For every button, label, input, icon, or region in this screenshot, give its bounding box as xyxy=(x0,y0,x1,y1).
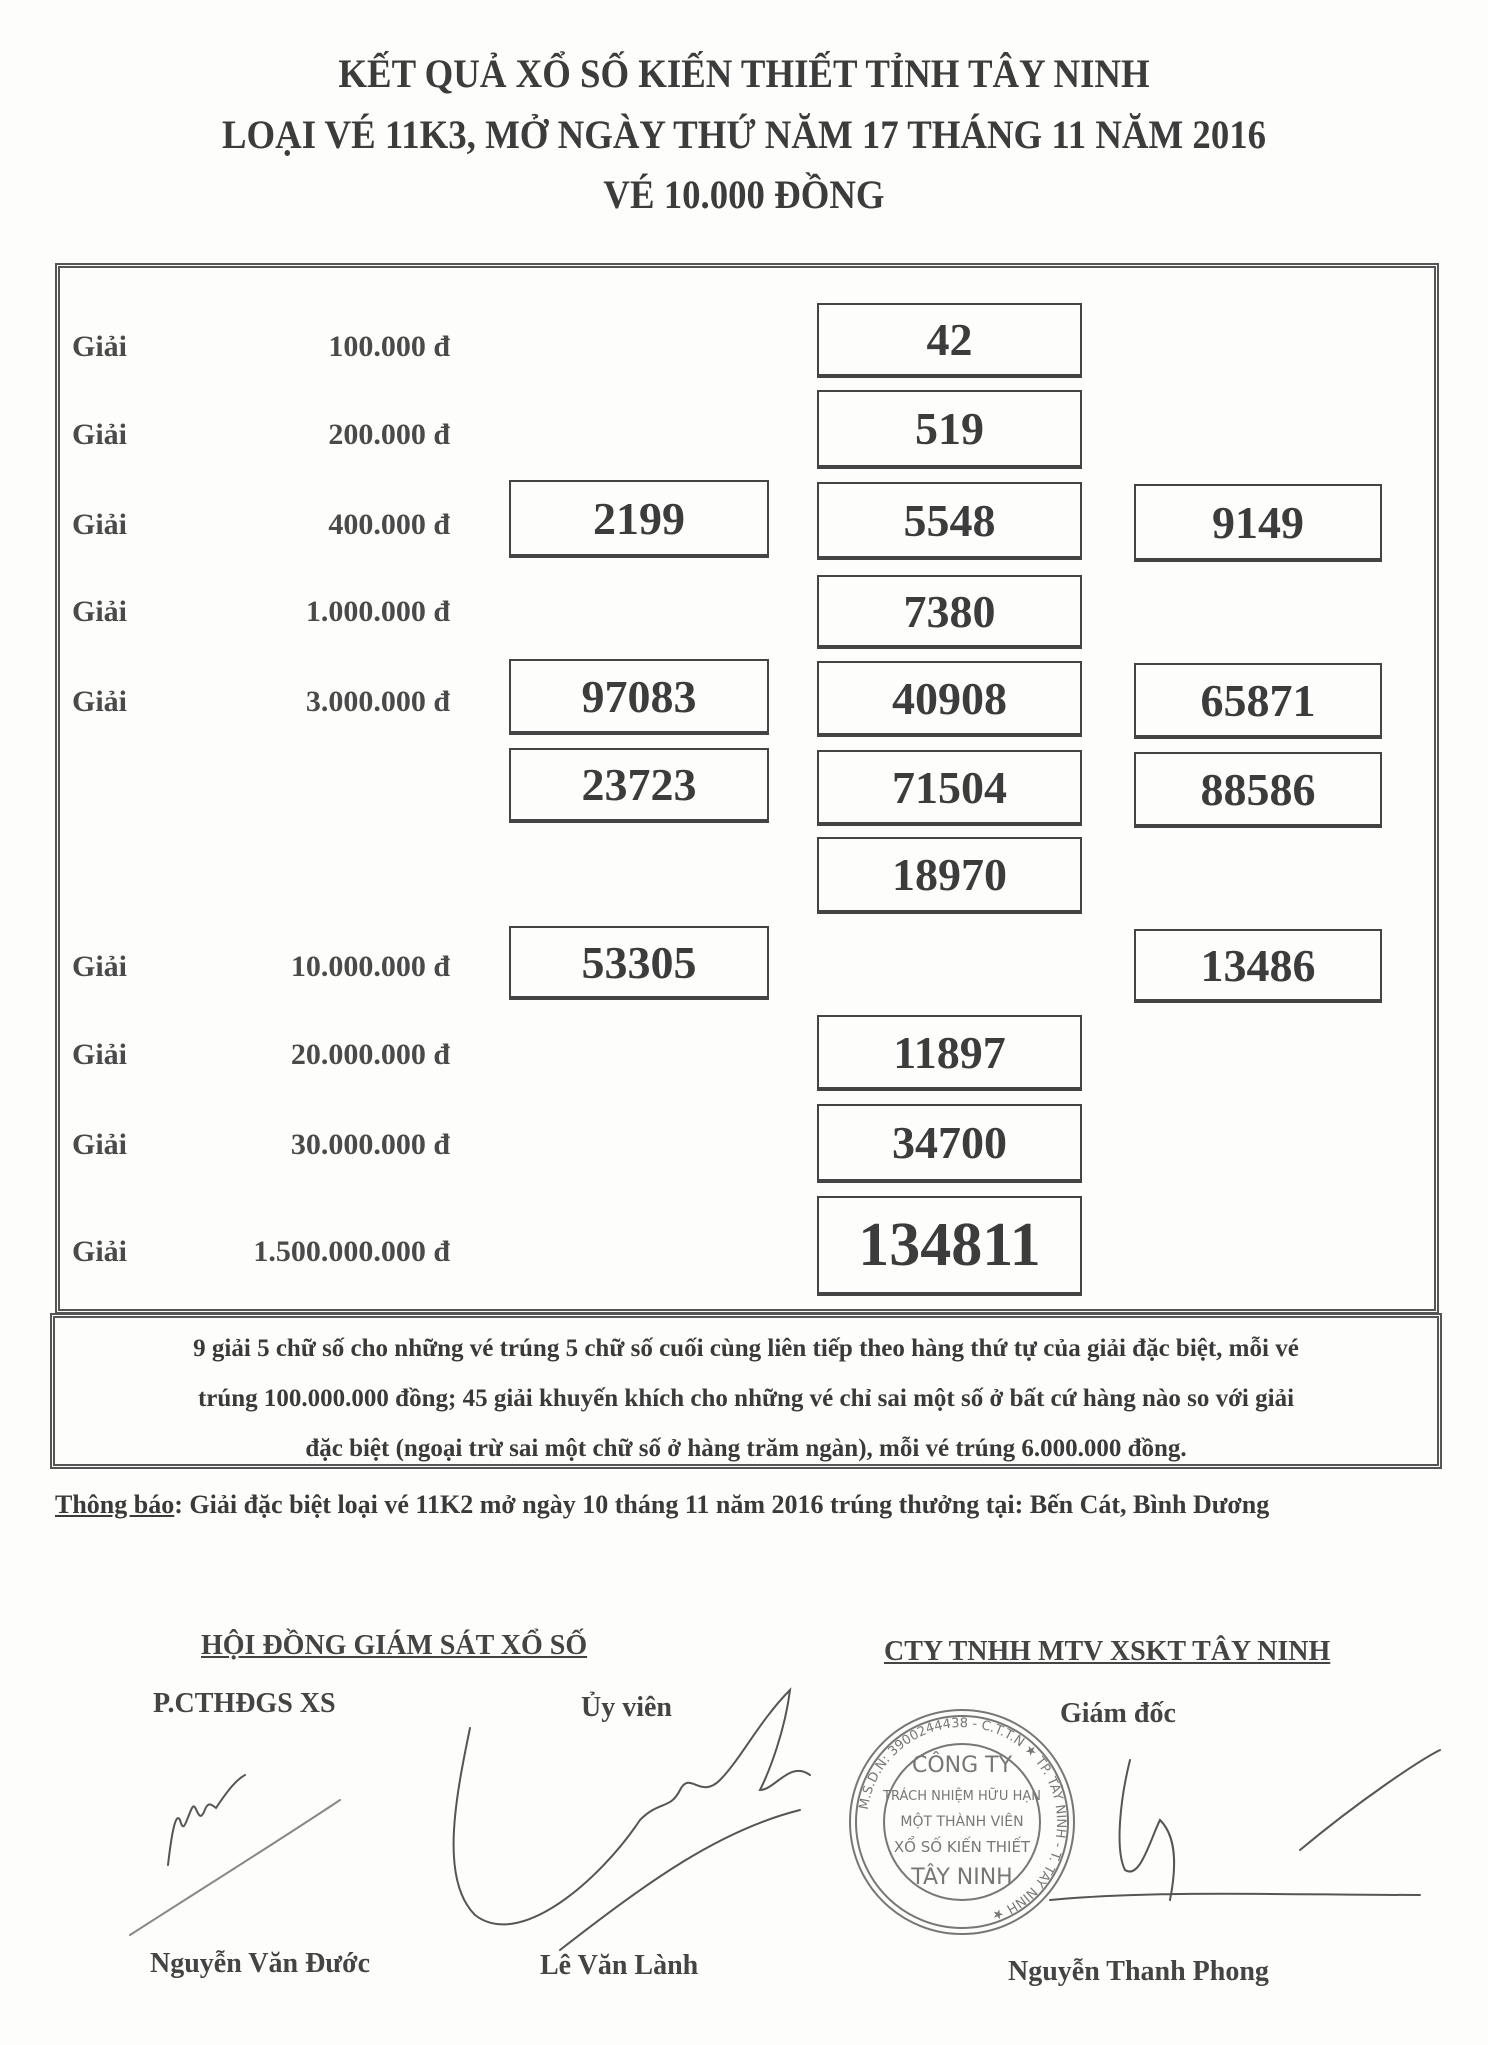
role-member: Ủy viên xyxy=(581,1692,672,1723)
prize-label: Giải xyxy=(72,950,128,983)
winning-number-100k: 42 xyxy=(817,303,1082,378)
winning-number-3m: 88586 xyxy=(1134,752,1382,828)
winning-number-30m: 34700 xyxy=(817,1104,1082,1183)
stamp-line1: CÔNG TY xyxy=(911,1753,1013,1778)
stamp-outer-text: M.S.D.N: 3900244438 - C.T.T.N ★ TP. TÂY NINH - T. TÂY NINH ★ xyxy=(856,1715,1069,1923)
stamp-line2: TRÁCH NHIỆM HỮU HẠN xyxy=(883,1789,1041,1804)
prize-amount: 1.500.000.000 đ xyxy=(253,1235,450,1268)
notes-line: 9 giải 5 chữ số cho những vé trúng 5 chữ số cuối cùng liên tiếp theo hàng thứ tự của giải đặc biệt, mỗi vé xyxy=(193,1335,1299,1362)
winning-number-400k: 2199 xyxy=(509,480,769,558)
prize-label: Giải xyxy=(72,1038,128,1071)
stamp-line3: MỘT THÀNH VIÊN xyxy=(900,1814,1024,1830)
prize-label: Giải xyxy=(72,595,128,628)
stamp-line4: XỔ SỐ KIẾN THIẾT xyxy=(893,1838,1031,1856)
winning-number-200k: 519 xyxy=(817,390,1082,469)
winning-number-3m: 97083 xyxy=(509,659,769,735)
prize-amount: 100.000 đ xyxy=(328,330,450,363)
council-heading: HỘI ĐỒNG GIÁM SÁT XỔ SỐ xyxy=(201,1630,588,1661)
signature-1 xyxy=(168,1775,245,1865)
document-title-line2: LOẠI VÉ 11K3, MỞ NGÀY THỨ NĂM 17 THÁNG 11 NĂM 2016 xyxy=(221,112,1267,157)
prize-label: Giải xyxy=(72,685,128,718)
signature-1-underline xyxy=(130,1800,340,1935)
winning-number-10m: 13486 xyxy=(1134,929,1382,1003)
signature-3-stroke xyxy=(1300,1750,1440,1850)
signature-3 xyxy=(1050,1760,1420,1900)
prize-label: Giải xyxy=(72,1128,128,1161)
winning-number-20m: 11897 xyxy=(817,1015,1082,1091)
signature-2 xyxy=(454,1690,810,1924)
winning-number-400k: 9149 xyxy=(1134,484,1382,562)
signer-name-3: Nguyễn Thanh Phong xyxy=(1008,1956,1269,1987)
prize-amount: 10.000.000 đ xyxy=(290,950,450,983)
winning-number-3m: 23723 xyxy=(509,748,769,823)
stamp-line5: TÂY NINH xyxy=(911,1865,1013,1890)
prize-label: Giải xyxy=(72,418,128,451)
notice-text: : Giải đặc biệt loại vé 11K2 mở ngày 10 tháng 11 năm 2016 trúng thưởng tại: Bến Cát, Bình Dương xyxy=(174,1490,1270,1519)
notes-line: đặc biệt (ngoại trừ sai một chữ số ở hàng trăm ngàn), mỗi vé trúng 6.000.000 đồng. xyxy=(305,1435,1187,1462)
signer-name-2: Lê Văn Lành xyxy=(540,1950,699,1981)
prize-amount: 200.000 đ xyxy=(328,418,450,451)
prize-label: Giải xyxy=(72,330,128,363)
notice-label: Thông báo xyxy=(55,1490,175,1519)
winning-number-3m: 18970 xyxy=(817,837,1082,914)
prize-amount: 30.000.000 đ xyxy=(290,1128,450,1161)
prize-amount: 3.000.000 đ xyxy=(305,685,450,718)
role-vice-chair: P.CTHĐGS XS xyxy=(153,1688,336,1719)
winning-number-400k: 5548 xyxy=(817,482,1082,560)
prize-amount: 400.000 đ xyxy=(328,508,450,541)
winning-number-1m: 7380 xyxy=(817,575,1082,649)
company-heading: CTY TNHH MTV XSKT TÂY NINH xyxy=(884,1636,1331,1667)
winning-number-3m: 40908 xyxy=(817,661,1082,737)
winning-number-special: 134811 xyxy=(817,1196,1082,1296)
prize-amount: 20.000.000 đ xyxy=(290,1038,450,1071)
document-title-line1: KẾT QUẢ XỔ SỐ KIẾN THIẾT TỈNH TÂY NINH xyxy=(338,51,1150,96)
winning-number-10m: 53305 xyxy=(509,926,769,1000)
winning-number-3m: 65871 xyxy=(1134,663,1382,739)
signer-name-1: Nguyễn Văn Đước xyxy=(150,1948,371,1979)
signature-2-tail xyxy=(560,1810,800,1950)
prize-amount: 1.000.000 đ xyxy=(305,595,450,628)
document-title-line3: VÉ 10.000 ĐỒNG xyxy=(603,172,885,217)
prize-label: Giải xyxy=(72,508,128,541)
winning-number-3m: 71504 xyxy=(817,750,1082,826)
notes-line: trúng 100.000.000 đồng; 45 giải khuyến khích cho những vé chỉ sai một số ở bất cứ hàng nào so với giải xyxy=(197,1385,1295,1412)
prize-label: Giải xyxy=(72,1235,128,1268)
role-director: Giám đốc xyxy=(1060,1698,1176,1729)
